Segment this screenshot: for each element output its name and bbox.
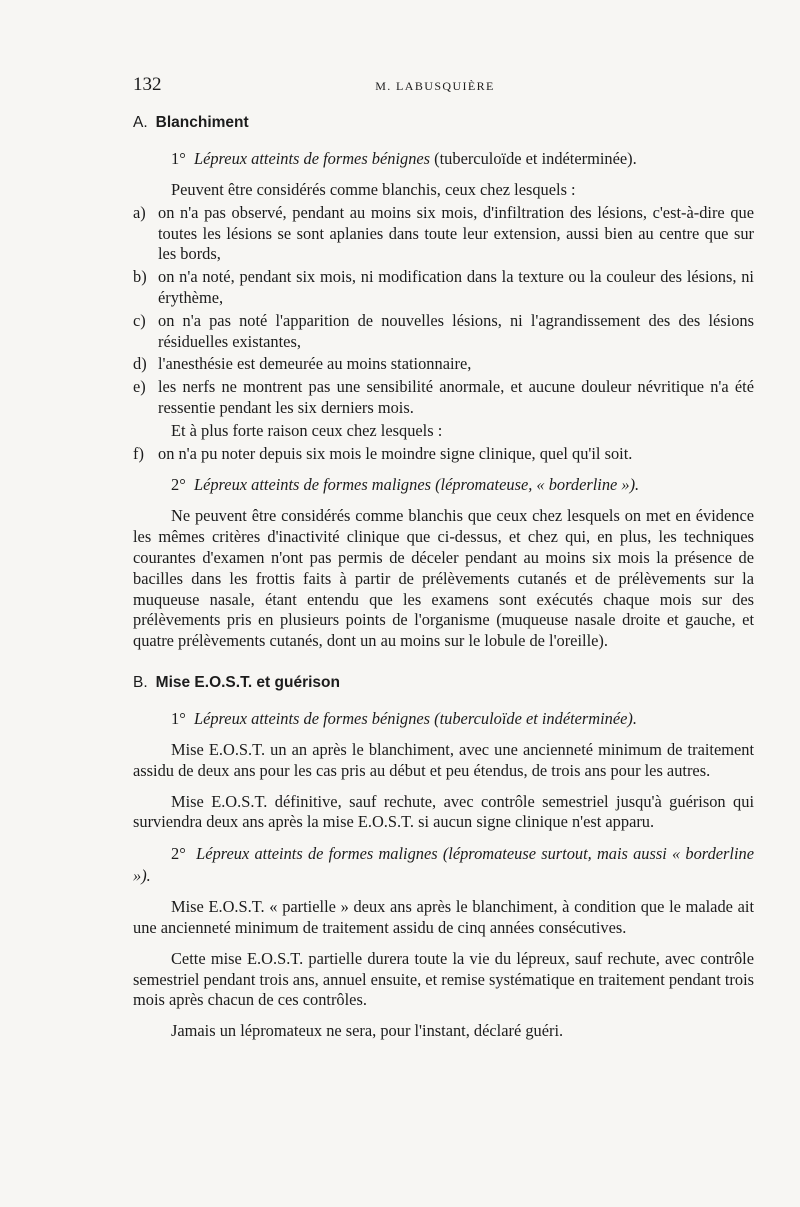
- subsection-italic: Lépreux atteints de formes malignes (lépromateuse, « borderline »).: [193, 475, 640, 495]
- body-paragraph: Mise E.O.S.T. « partielle » deux ans après le blanchiment, à condition que le malade ait une ancienneté minimum de traitement assidu de cinq années consécutives.: [133, 897, 754, 937]
- section-title: Mise E.O.S.T. et guérison: [155, 673, 340, 691]
- list-item: [133, 354, 754, 375]
- subsection-italic: Lépreux atteints de formes bénignes (tuberculoïde et indéterminée).: [193, 708, 637, 728]
- body-paragraph: Ne peuvent être considérés comme blanchis que ceux chez lesquels on met en évidence les mêmes critères d'inactivité clinique que ci-dessus, et chez qui, en plus, les techniques courantes d'examen n'ont pas permis de déceler pendant au moins six mois la présence de bacilles dans les frottis faits à partir de prélèvements cutanés et de prélèvements sur la muqueuse nasale, étant entendu que les examens sont exécutés chaque mois sur des prélèvements pris en plusieurs points de l'organisme (muqueuse nasale droite et gauche, et quatre prélèvements cutanés, dont un au moins sur le lobule de l'oreille).: [133, 506, 754, 651]
- body-paragraph: Cette mise E.O.S.T. partielle durera toute la vie du lépreux, sauf rechute, avec contrôle semestriel pendant trois ans, annuel ensuite, et remise systématique en traitement pendant trois mois après chacun de ces contrôles.: [133, 948, 754, 1010]
- list-label: b): [133, 267, 147, 287]
- subsection-b2-heading: [133, 843, 754, 887]
- list-label: e): [133, 377, 146, 397]
- subsection-number: 2°: [171, 844, 186, 864]
- list-item: [133, 311, 754, 353]
- article-body: [133, 112, 754, 1052]
- list-text: on n'a noté, pendant six mois, ni modification dans la texture ou la couleur des lésions, ni érythème,: [158, 267, 754, 307]
- subsection-number: 2°: [171, 475, 186, 495]
- list-item: [133, 444, 754, 465]
- body-paragraph: Jamais un lépromateux ne sera, pour l'instant, déclaré guéri.: [171, 1021, 564, 1041]
- section-title: Blanchiment: [155, 114, 249, 131]
- list-label: d): [133, 354, 147, 374]
- section-letter: A.: [133, 114, 148, 131]
- body-paragraph: Mise E.O.S.T. un an après le blanchiment, avec une ancienneté minimum de traitement assidu de deux ans pour les cas pris au début et peu étendus, de trois ans pour les autres.: [133, 739, 754, 780]
- subsection-number: 1°: [171, 708, 186, 728]
- list-text: on n'a pu noter depuis six mois le moindre signe clinique, quel qu'il soit.: [158, 443, 633, 463]
- subsection-italic: Lépreux atteints de formes malignes (lépromateuse surtout, mais aussi « borderline »).: [133, 844, 755, 886]
- list-label: f): [133, 443, 144, 463]
- subsection-plain: (tuberculoïde et indéterminée).: [434, 149, 637, 168]
- intro-paragraph: Et à plus forte raison ceux chez lesquels :: [171, 420, 443, 440]
- subsection-b1-heading: [133, 708, 754, 730]
- list-item: [133, 267, 754, 309]
- list-item: [133, 377, 754, 419]
- section-b-heading: [133, 672, 754, 694]
- page-number: 132: [133, 74, 162, 95]
- subsection-number: 1°: [171, 149, 186, 168]
- list-text: l'anesthésie est demeurée au moins stationnaire,: [158, 354, 472, 374]
- section-a-heading: [133, 112, 754, 134]
- list-label: a): [133, 202, 146, 222]
- subsection-a2-heading: [133, 474, 754, 496]
- list-text: on n'a pas observé, pendant au moins six mois, d'infiltration des lésions, c'est-à-dire que toutes les lésions se sont aplanies dans toute leur extension, aussi bien au centre que sur les bords,: [158, 202, 754, 264]
- subsection-a1-heading: [133, 148, 754, 170]
- list-text: on n'a pas noté l'apparition de nouvelles lésions, ni l'agrandissement des des lésions résiduelles existantes,: [158, 310, 754, 351]
- list-label: c): [133, 310, 146, 330]
- running-header: [133, 74, 737, 98]
- section-letter: B.: [133, 673, 148, 691]
- body-paragraph: Mise E.O.S.T. définitive, sauf rechute, avec contrôle semestriel jusqu'à guérison qui surviendra deux ans après la mise E.O.S.T. si aucun signe clinique n'est apparu.: [133, 791, 754, 832]
- list-item: [133, 203, 754, 265]
- running-head-author: M. LABUSQUIÈRE: [375, 79, 495, 93]
- list-text: les nerfs ne montrent pas une sensibilité anormale, et aucune douleur névritique n'a été ressentie pendant les six derniers mois.: [158, 377, 754, 417]
- intro-paragraph: Peuvent être considérés comme blanchis, ceux chez lesquels :: [171, 180, 576, 199]
- subsection-italic: Lépreux atteints de formes bénignes: [193, 149, 431, 168]
